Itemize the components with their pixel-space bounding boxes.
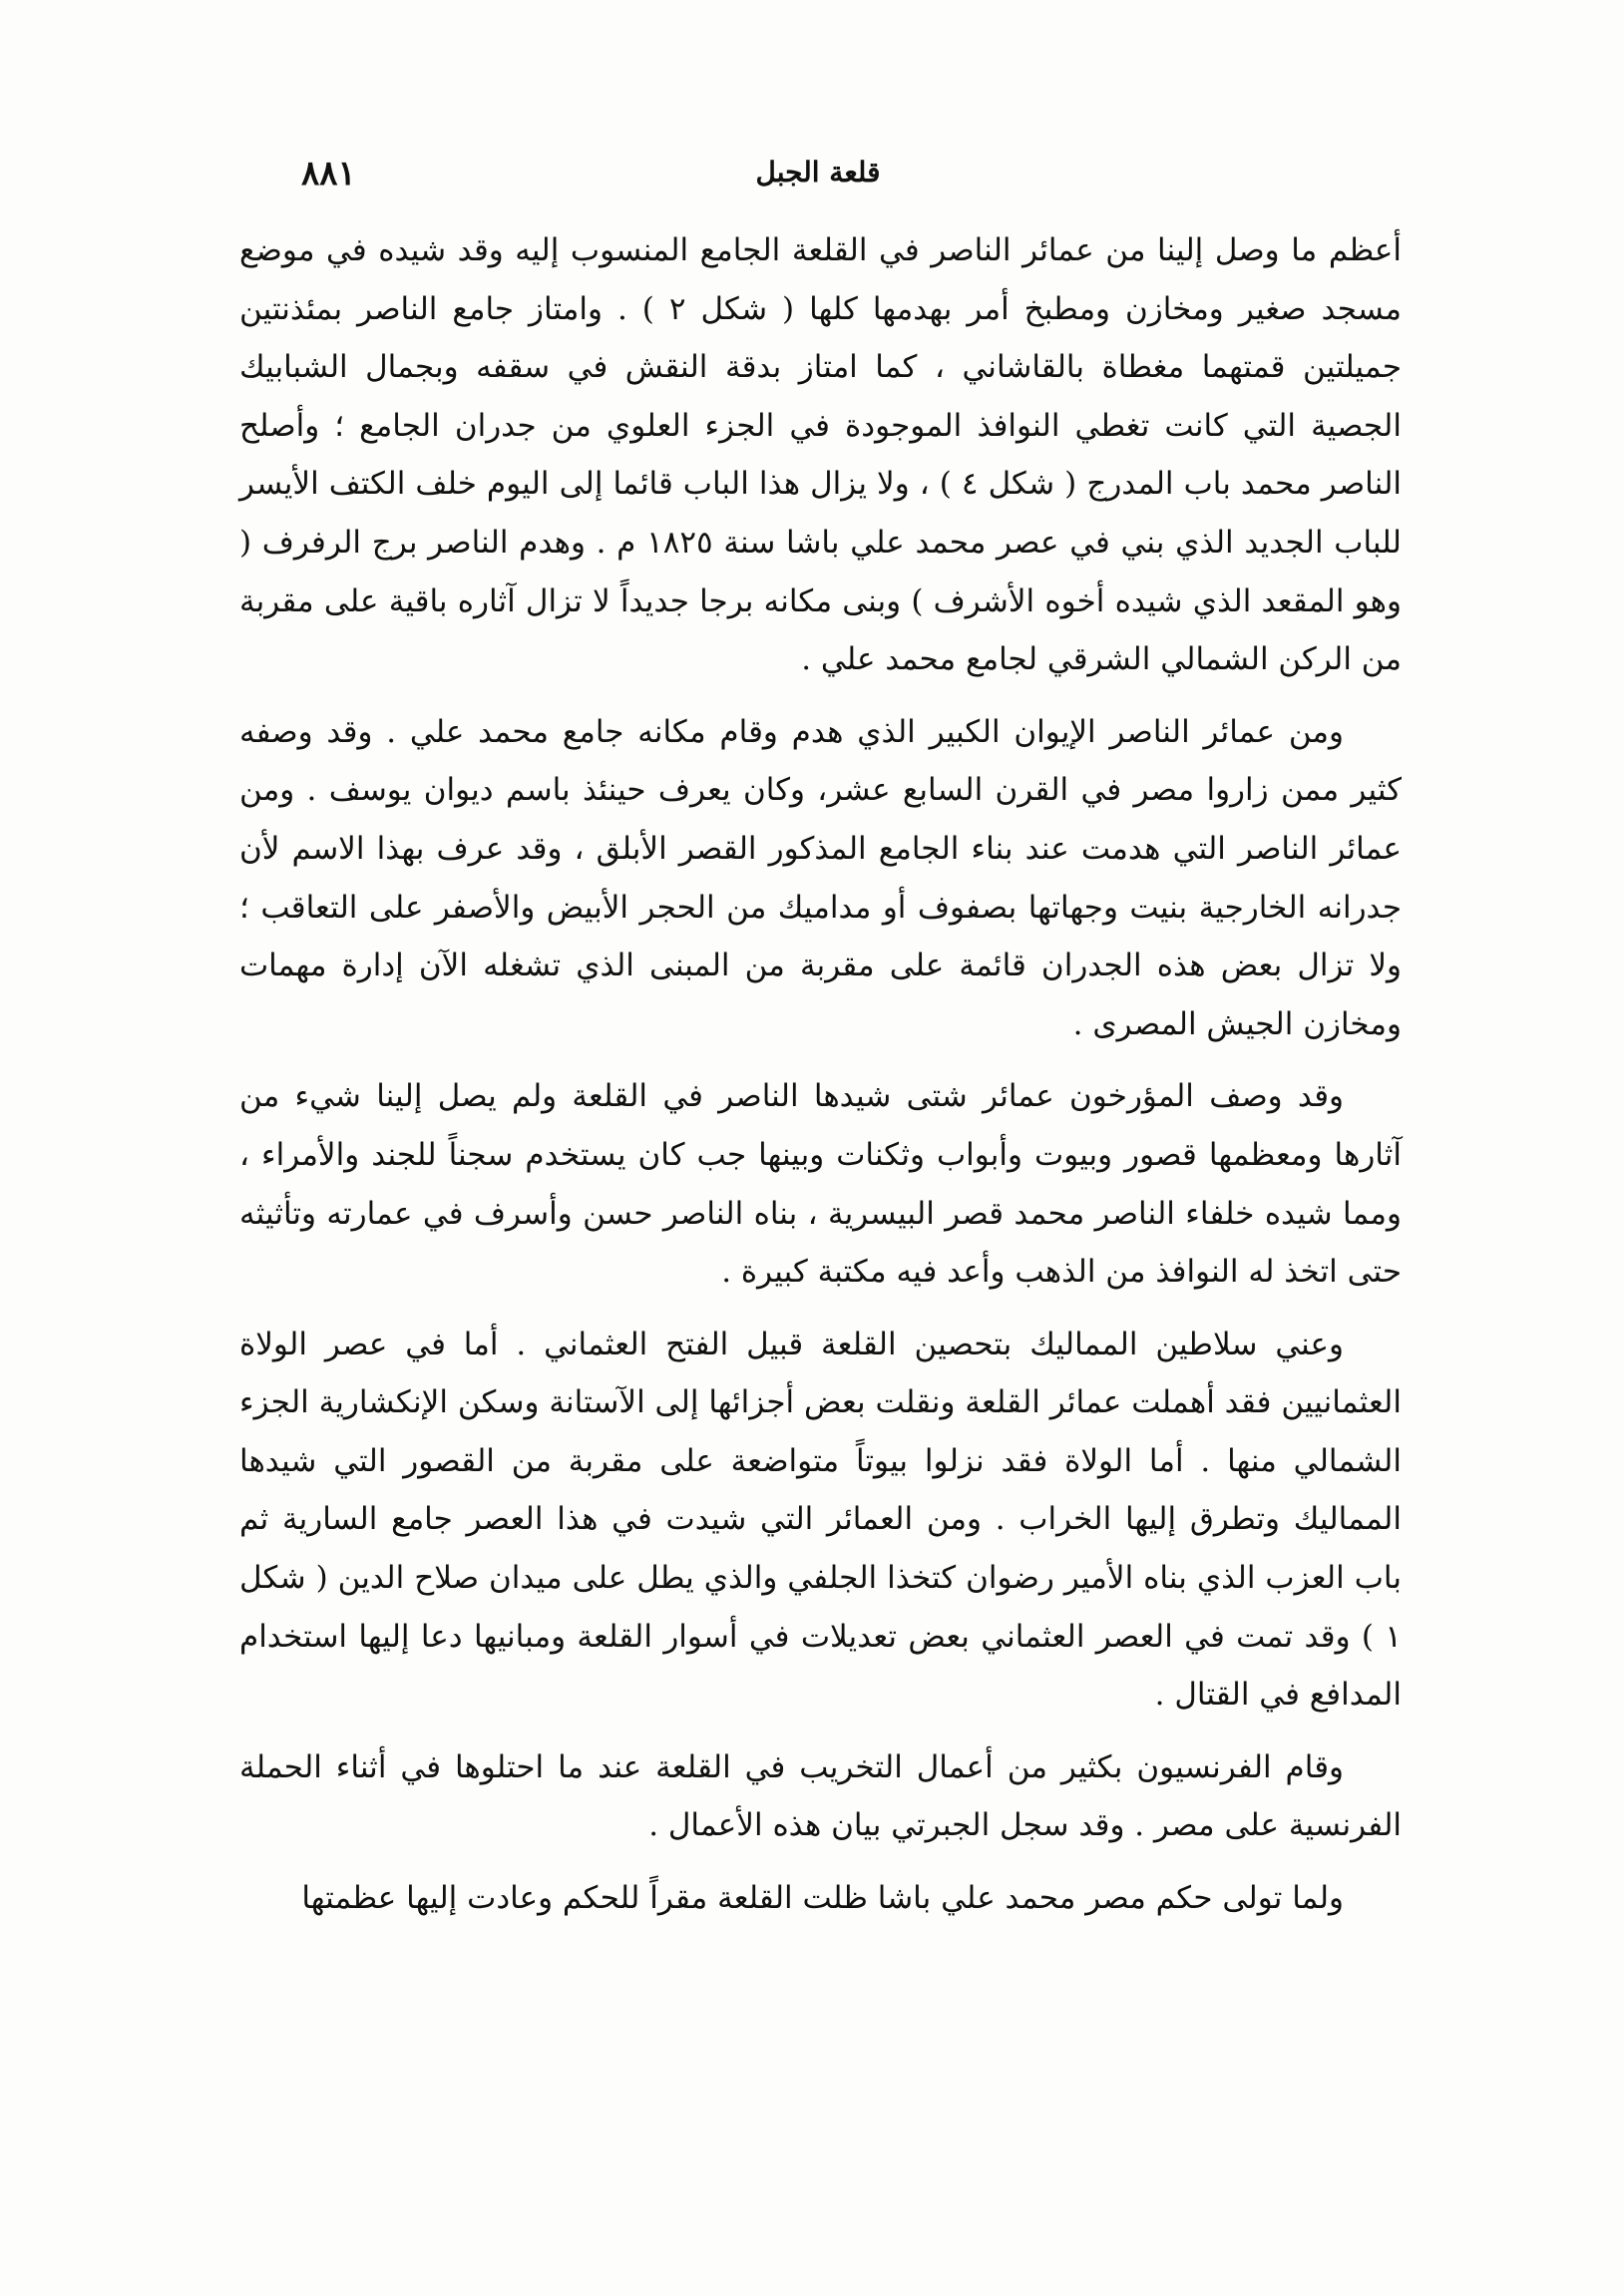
paragraph: ومن عمائر الناصر الإيوان الكبير الذي هدم وقام مكانه جامع محمد علي . وقد وصفه كثير ممن زاروا مصر في القرن السابع عشر، وكان يعرف حينئذ باسم ديوان يوسف . ومن عمائر الناصر التي هدمت عند بناء الجامع المذكور القصر الأبلق ، وقد عرف بهذا الاسم لأن جدرانه الخارجية بنيت وجهاتها بصفوف أو مداميك من الحجر الأبيض والأصفر على التعاقب ؛ ولا تزال بعض هذه الجدران قائمة على مقربة من المبنى الذي تشغله الآن إدارة مهمات ومخازن الجيش المصرى . <box>239 713 1402 1042</box>
paragraph: أعظم ما وصل إلينا من عمائر الناصر في القلعة الجامع المنسوب إليه وقد شيده في موضع مسجد صغير ومخازن ومطبخ أمر بهدمها كلها ( شكل ٢ ) . وامتاز جامع الناصر بمئذنتين جميلتين قمتهما مغطاة بالقاشاني ، كما امتاز بدقة النقش في سقفه وبجمال الشبابيك الجصية التي كانت تغطي النوافذ الموجودة في الجزء العلوي من جدران الجامع ؛ وأصلح الناصر محمد باب المدرج ( شكل ٤ ) ، ولا يزال هذا الباب قائما إلى اليوم خلف الكتف الأيسر للباب الجديد الذي بني في عصر محمد علي باشا سنة ١٨٢٥ م . وهدم الناصر برج الرفرف ( وهو المقعد الذي شيده أخوه الأشرف ) وبنى مكانه برجا جديداً لا تزال آثاره باقية على مقربة من الركن الشمالي الشرقي لجامع محمد علي . <box>239 232 1403 678</box>
body-text <box>239 221 1402 1942</box>
paragraph: وعني سلاطين المماليك بتحصين القلعة قبيل الفتح العثماني . أما في عصر الولاة العثمانيين فقد أهملت عمائر القلعة ونقلت بعض أجزائها إلى الآستانة وسكن الإنكشارية الجزء الشمالي منها . أما الولاة فقد نزلوا بيوتاً متواضعة على مقربة من القصور التي شيدها المماليك وتطرق إليها الخراب . ومن العمائر التي شيدت في هذا العصر جامع السارية ثم باب العزب الذي بناه الأمير رضوان كتخذا الجلفي والذي يطل على ميدان صلاح الدين ( شكل ١ ) وقد تمت في العصر العثماني بعض تعديلات في أسوار القلعة ومبانيها دعا إليها استخدام المدافع في القتال . <box>239 1326 1402 1714</box>
page-header <box>239 150 1397 209</box>
paragraph: ولما تولى حكم مصر محمد علي باشا ظلت القلعة مقراً للحكم وعادت إليها عظمتها <box>301 1880 1344 1917</box>
running-title: قلعة الجبل <box>755 156 881 189</box>
paragraph: وقد وصف المؤرخون عمائر شتى شيدها الناصر في القلعة ولم يصل إلينا شيء من آثارها ومعظمها قصور وبيوت وأبواب وثكنات وبينها جب كان يستخدم سجناً للجند والأمراء ، ومما شيده خلفاء الناصر محمد قصر البيسرية ، بناه الناصر حسن وأسرف في عمارته وتأثيثه حتى اتخذ له النوافذ من الذهب وأعد فيه مكتبة كبيرة . <box>239 1078 1402 1291</box>
paragraph: وقام الفرنسيون بكثير من أعمال التخريب في القلعة عند ما احتلوها في أثناء الحملة الفرنسية على مصر . وقد سجل الجبرتي بيان هذه الأعمال . <box>239 1748 1402 1844</box>
page-number: ٨٨١ <box>301 154 356 193</box>
